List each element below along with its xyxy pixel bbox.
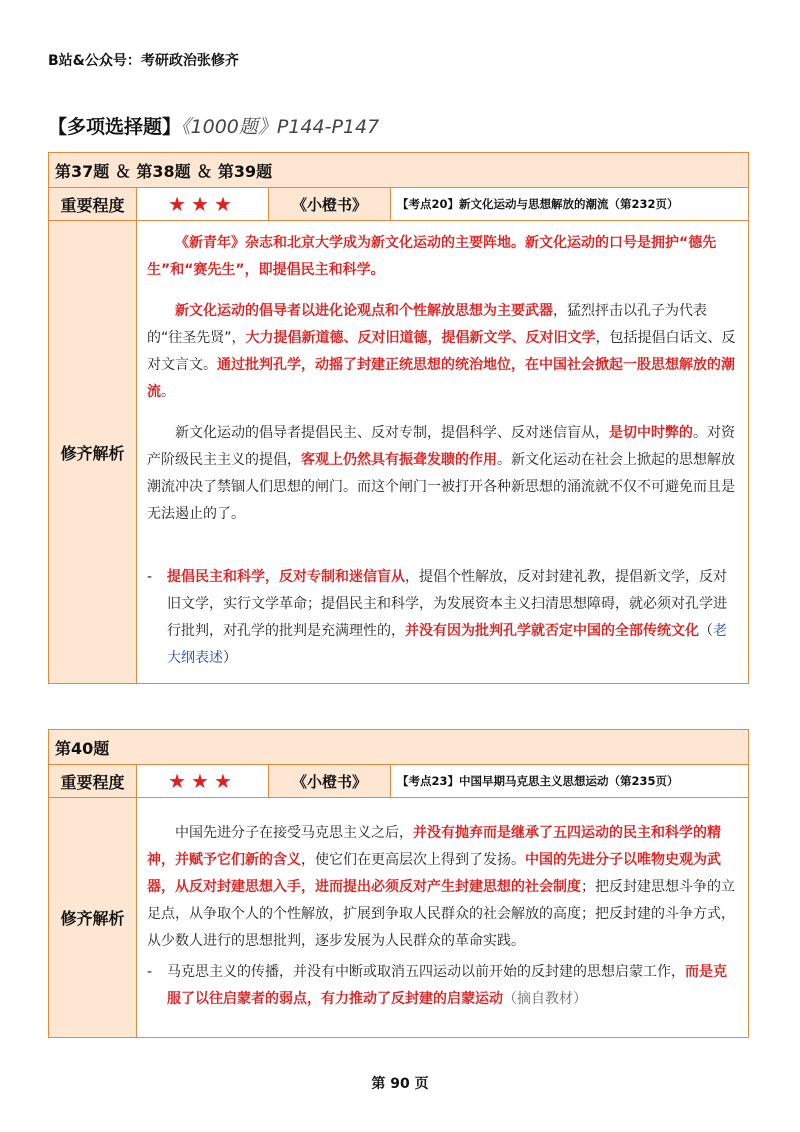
analysis-body [137,221,749,684]
analysis-label: 修齐解析 [49,221,137,684]
analysis-paragraph-1 [147,230,738,284]
plain-text: （ [699,623,713,639]
highlight-text: 大力提倡新道德、反对旧道德，提倡新文学、反对旧文学 [245,330,596,346]
highlight-text: 通过批判孔学，动摇了封建正统思想的统治地位，在中国社会掀起一股思想解放的潮流 [147,357,735,400]
importance-label: 重要程度 [49,188,137,221]
section-title [48,112,379,139]
highlight-text: 提倡民主和科学，反对专制和迷信盲从 [167,569,405,585]
highlight-text: 《新青年》杂志和北京大学成为新文化运动的主要阵地。新文化运动的口号是拥护“德先生”和“赛先生”，即提倡民主和科学。 [147,235,717,278]
highlight-text: 并没有抛弃而是继承了五四运动的民主和科学的精神，并赋予它们新的含义 [147,825,721,868]
plain-text: 。对资产阶级民主主义的提倡， [147,425,735,468]
plain-text: ） [223,650,237,666]
book-name: 《小橙书》 [269,765,391,798]
analysis-bullet [147,564,738,672]
note-text: （摘自教材） [503,991,587,1007]
page-header: B站&公众号：考研政治张修齐 [48,53,239,69]
analysis-label: 修齐解析 [49,798,137,1038]
plain-text: ；把反封建思想斗争的立足点，从争取个人的个性解放，扩展到争取人民群众的社会解放的高度；把反封建的斗争方式，从少数人进行的思想批判，逐步发展为人民群众的革命实践。 [147,879,735,949]
question-source: 《1000题》P144-P147 [181,116,380,138]
bullet-dash: - [147,964,153,980]
plain-text: ，使它们在更高层次上得到了发扬。 [301,852,525,868]
analysis-paragraph-3 [147,420,738,528]
question-block-37-39 [48,152,749,684]
plain-text: 。新文化运动在社会上掀起的思想解放潮流冲决了禁锢人们思想的闸门。而这个闸门一被打开各种新思想的涌流就不仅不可避免而且是无法遏止的了。 [147,452,735,522]
highlight-text: 是切中时弊的 [609,425,693,441]
question-block-40 [48,729,749,1038]
book-name: 《小橙书》 [269,188,391,221]
analysis-paragraph-2 [147,298,738,406]
highlight-text: 而是克服了以往启蒙者的弱点，有力推动了反封建的启蒙运动 [167,964,727,1007]
knowledge-point: 【考点23】中国早期马克思主义思想运动（第235页） [391,765,749,798]
analysis-body [137,798,749,1038]
highlight-text: 新文化运动的倡导者以进化论观点和个性解放思想为主要武器 [175,303,553,319]
plain-text: 马克思主义的传播，并没有中断或取消五四运动以前开始的反封建的思想启蒙工作， [167,964,685,980]
plain-text: ，包括提倡白话文、反对文言文。 [147,330,736,373]
bullet-dash: - [147,569,153,585]
highlight-text: 客观上仍然具有振聋发聩的作用 [301,452,497,468]
note-text: 老大纲表述 [167,623,727,666]
page-number: 第 90 页 [371,1076,429,1092]
importance-label: 重要程度 [49,765,137,798]
importance-stars: ★★★ [137,188,269,221]
plain-text: 。 [161,384,175,400]
plain-text: 中国先进分子在接受马克思主义之后， [175,825,413,841]
knowledge-point: 【考点20】新文化运动与思想解放的潮流（第232页） [391,188,749,221]
block-title: 第40题 [49,730,749,765]
plain-text: ，猛烈抨击以孔子为代表的“往圣先贤”， [147,303,707,346]
analysis-bullet [147,959,738,1013]
question-type: 【多项选择题】 [48,116,182,138]
importance-stars: ★★★ [137,765,269,798]
highlight-text: 中国的先进分子以唯物史观为武器，从反对封建思想入手，进而提出必须反对产生封建思想的社会制度 [147,852,721,895]
plain-text: 新文化运动的倡导者提倡民主、反对专制，提倡科学、反对迷信盲从， [175,425,609,441]
plain-text: ，提倡个性解放，反对封建礼教，提倡新文学，反对旧文学，实行文学革命；提倡民主和科学，为发展资本主义扫清思想障碍，就必须对孔学进行批判，对孔学的批判是充满理性的， [167,569,727,639]
analysis-paragraph-1 [147,820,738,955]
block-title: 第37题 ＆ 第38题 ＆ 第39题 [49,153,749,188]
highlight-text: 并没有因为批判孔学就否定中国的全部传统文化 [405,623,699,639]
